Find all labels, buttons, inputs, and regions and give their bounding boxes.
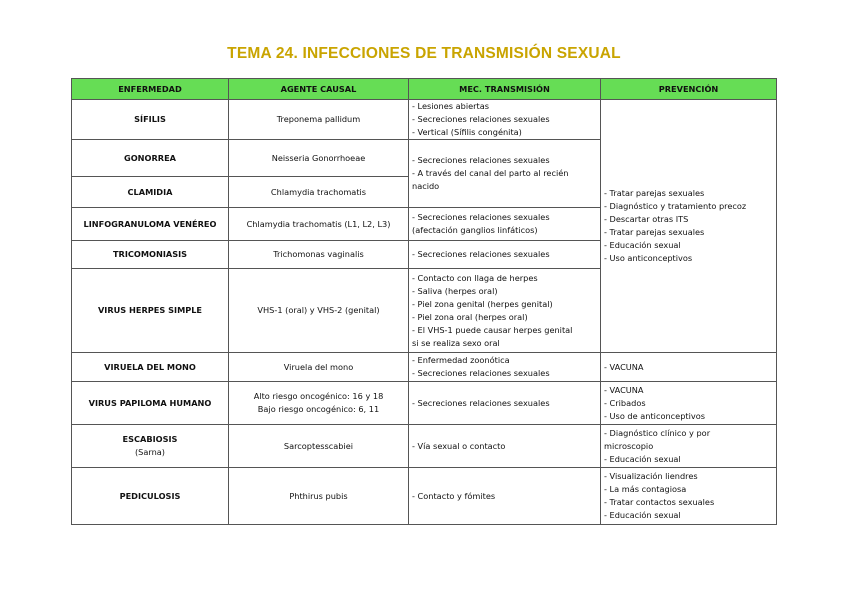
list-item: - Visualización liendres (604, 471, 698, 481)
prevention-cell (601, 382, 777, 425)
list-item: - Educación sexual (604, 453, 681, 464)
table-row (72, 382, 777, 425)
table-row (72, 353, 777, 382)
list-item: (afectación ganglios linfáticos) (412, 225, 538, 235)
list-item: - Diagnóstico clínico y por (604, 427, 711, 438)
transmission-cell (409, 208, 601, 241)
list-item: - Saliva (herpes oral) (412, 285, 498, 296)
agent-cell (229, 382, 409, 425)
list-item: - Tratar parejas sexuales (604, 227, 705, 237)
agent-cell: Viruela del mono (229, 353, 409, 382)
disease-cell (72, 425, 229, 468)
list-item: - Contacto con llaga de herpes (412, 272, 538, 283)
list-item: - Tratar contactos sexuales (604, 497, 715, 507)
list-item: - VACUNA (604, 384, 644, 395)
agent-line: Alto riesgo oncogénico: 16 y 18 (253, 391, 384, 401)
list-item: - Secreciones relaciones sexuales (412, 212, 550, 222)
list-item: - La más contagiosa (604, 484, 687, 494)
header-row (72, 79, 777, 100)
list-item: - Piel zona genital (herpes genital) (412, 298, 553, 309)
disease-cell: PEDICULOSIS (72, 468, 229, 525)
agent-cell: Sarcoptesscabiei (229, 425, 409, 468)
agent-cell: VHS-1 (oral) y VHS-2 (genital) (229, 269, 409, 353)
page-title: TEMA 24. INFECCIONES DE TRANSMISIÓN SEXUAL (227, 45, 621, 62)
list-item: si se realiza sexo oral (412, 337, 500, 348)
list-item: - Uso anticonceptivos (604, 253, 693, 263)
list-item: microscopio (604, 440, 654, 451)
list-item: - Uso de anticonceptivos (604, 410, 705, 421)
transmission-cell (409, 241, 601, 269)
list-item: - Secreciones relaciones sexuales (412, 368, 550, 378)
disease-cell: CLAMIDIA (72, 177, 229, 208)
header-mec-transmision: MEC. TRANSMISIÓN (409, 79, 601, 100)
disease-cell: GONORREA (72, 140, 229, 177)
table-row (72, 425, 777, 468)
list-item: - Secreciones relaciones sexuales (412, 155, 550, 165)
prevention-cell (601, 425, 777, 468)
agent-cell: Trichomonas vaginalis (229, 241, 409, 269)
disease-cell: LINFOGRANULOMA VENÉREO (72, 208, 229, 241)
table-row (72, 100, 777, 140)
list-item: - VACUNA (604, 361, 644, 372)
agent-cell: Chlamydia trachomatis (229, 177, 409, 208)
transmission-cell (409, 353, 601, 382)
agent-cell: Chlamydia trachomatis (L1, L2, L3) (229, 208, 409, 241)
transmission-cell (409, 269, 601, 353)
list-item: nacido (412, 181, 440, 191)
agent-cell: Treponema pallidum (229, 100, 409, 140)
list-item: - A través del canal del parto al recién (412, 168, 569, 178)
list-item: - Secreciones relaciones sexuales (412, 249, 550, 259)
header-enfermedad: ENFERMEDAD (72, 79, 229, 100)
list-item: - Diagnóstico y tratamiento precoz (604, 201, 747, 211)
list-item: - Piel zona oral (herpes oral) (412, 311, 528, 322)
disease-alias: (Sarna) (134, 447, 166, 457)
disease-cell: TRICOMONIASIS (72, 241, 229, 269)
list-item: - Enfermedad zoonótica (412, 355, 510, 365)
list-item: - El VHS-1 puede causar herpes genital (412, 324, 573, 335)
disease-cell: SÍFILIS (72, 100, 229, 140)
list-item: - Vía sexual o contacto (412, 440, 506, 451)
list-item: - Contacto y fómites (412, 490, 496, 501)
disease-cell: VIRUELA DEL MONO (72, 353, 229, 382)
transmission-cell (409, 468, 601, 525)
prevention-cell (601, 353, 777, 382)
list-item: - Descartar otras ITS (604, 214, 689, 224)
list-item: - Tratar parejas sexuales (604, 188, 705, 198)
agent-cell: Phthirus pubis (229, 468, 409, 525)
transmission-cell (409, 140, 601, 208)
disease-cell: VIRUS HERPES SIMPLE (72, 269, 229, 353)
header-agente-causal: AGENTE CAUSAL (229, 79, 409, 100)
prevention-cell (601, 468, 777, 525)
list-item: - Vertical (Sífilis congénita) (412, 127, 522, 137)
table-row (72, 468, 777, 525)
agent-cell: Neisseria Gonorrhoeae (229, 140, 409, 177)
its-table (71, 78, 777, 525)
list-item: - Cribados (604, 397, 646, 408)
transmission-cell (409, 425, 601, 468)
agent-line: Bajo riesgo oncogénico: 6, 11 (257, 404, 380, 414)
prevention-cell (601, 100, 777, 353)
header-prevencion: PREVENCIÓN (601, 79, 777, 100)
list-item: - Educación sexual (604, 510, 681, 520)
transmission-cell (409, 382, 601, 425)
list-item: - Educación sexual (604, 240, 681, 250)
disease-name: ESCABIOSIS (122, 434, 178, 444)
list-item: - Secreciones relaciones sexuales (412, 397, 550, 408)
transmission-cell (409, 100, 601, 140)
list-item: - Secreciones relaciones sexuales (412, 114, 550, 124)
list-item: - Lesiones abiertas (412, 101, 490, 111)
disease-cell: VIRUS PAPILOMA HUMANO (72, 382, 229, 425)
